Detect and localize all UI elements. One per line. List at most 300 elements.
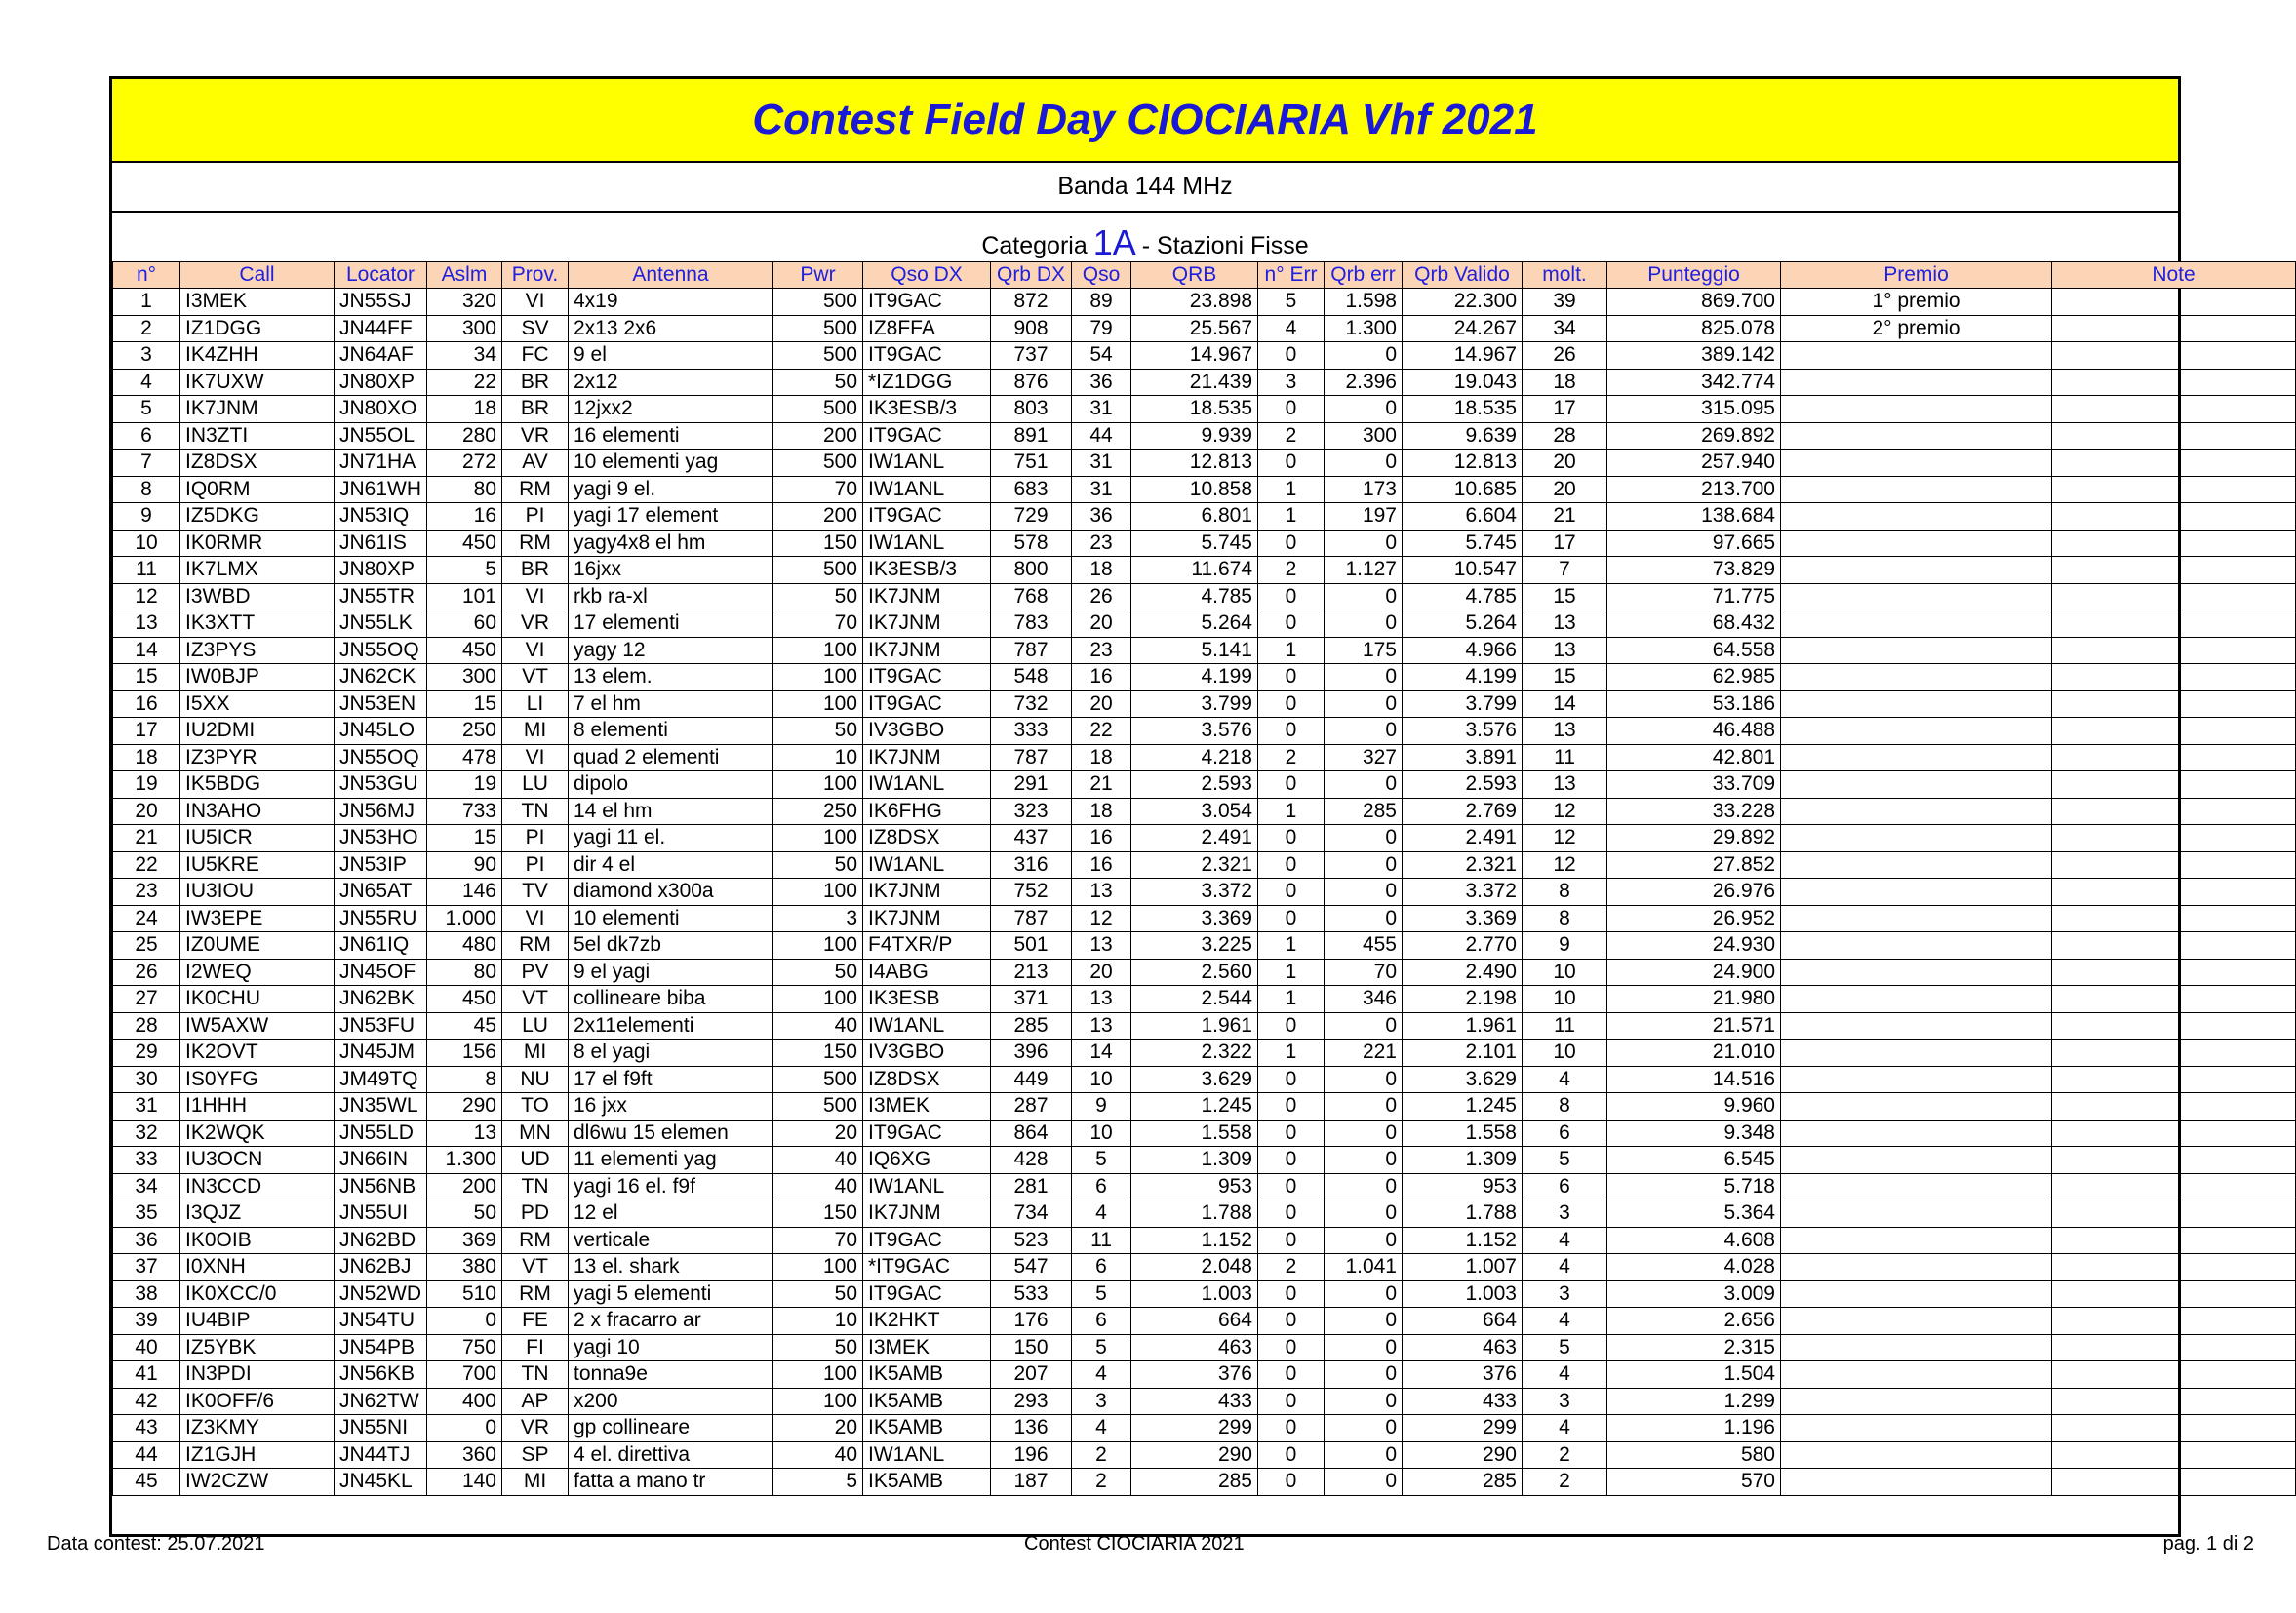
table-row <box>113 1280 2296 1308</box>
cell-qrb: 2.491 <box>1131 825 1258 852</box>
cell-power: 50 <box>773 959 863 986</box>
cell-rank: 28 <box>113 1012 180 1040</box>
cell-qso: 13 <box>1072 986 1131 1013</box>
cell-multiplier: 6 <box>1523 1120 1607 1147</box>
cell-qrb-valid: 2.770 <box>1403 932 1523 960</box>
cell-qrb-dx: 285 <box>991 1012 1072 1040</box>
table-row <box>113 450 2296 477</box>
cell-qrb-valid: 3.629 <box>1403 1066 1523 1093</box>
cell-call: IZ3PYS <box>180 637 335 664</box>
cell-score: 73.829 <box>1607 557 1781 584</box>
cell-qrb: 290 <box>1131 1441 1258 1469</box>
cell-power: 5 <box>773 1469 863 1496</box>
cell-qso: 79 <box>1072 315 1131 342</box>
cell-province: LU <box>502 771 569 799</box>
cell-prize <box>1781 583 2052 610</box>
table-row <box>113 718 2296 745</box>
cell-qrb-err: 0 <box>1325 1200 1403 1228</box>
cell-qrb-err: 0 <box>1325 1147 1403 1174</box>
cell-qso-dx: IK3ESB <box>863 986 991 1013</box>
cell-qrb-valid: 22.300 <box>1403 289 1523 316</box>
cell-qrb: 3.629 <box>1131 1066 1258 1093</box>
cell-aslm: 90 <box>427 851 502 879</box>
cell-province: RM <box>502 1280 569 1308</box>
cell-qso: 16 <box>1072 851 1131 879</box>
cell-qrb: 1.245 <box>1131 1093 1258 1121</box>
cell-score: 9.960 <box>1607 1093 1781 1121</box>
cell-qrb: 1.788 <box>1131 1200 1258 1228</box>
cell-err-count: 0 <box>1258 690 1325 718</box>
cell-qrb-valid: 463 <box>1403 1334 1523 1361</box>
cell-score: 26.976 <box>1607 879 1781 906</box>
cell-note <box>2052 1173 2296 1200</box>
cell-note <box>2052 1254 2296 1281</box>
cell-qrb-err: 0 <box>1325 718 1403 745</box>
cell-qrb-dx: 136 <box>991 1415 1072 1442</box>
cell-note <box>2052 1469 2296 1496</box>
cell-aslm: 8 <box>427 1066 502 1093</box>
cell-power: 70 <box>773 1227 863 1254</box>
cell-err-count: 0 <box>1258 1066 1325 1093</box>
cell-prize <box>1781 557 2052 584</box>
table-row <box>113 1254 2296 1281</box>
cell-province: RM <box>502 476 569 503</box>
cell-locator: JN45JM <box>335 1040 427 1067</box>
column-header-qrb-valid: Qrb Valido <box>1403 262 1523 289</box>
cell-qrb-valid: 1.558 <box>1403 1120 1523 1147</box>
cell-score: 3.009 <box>1607 1280 1781 1308</box>
cell-note <box>2052 1441 2296 1469</box>
cell-qrb-err: 1.041 <box>1325 1254 1403 1281</box>
cell-qrb-valid: 2.769 <box>1403 798 1523 825</box>
cell-qso-dx: IT9GAC <box>863 1280 991 1308</box>
table-row <box>113 690 2296 718</box>
cell-qso-dx: IV3GBO <box>863 1040 991 1067</box>
cell-antenna: 4x19 <box>569 289 773 316</box>
cell-province: TV <box>502 879 569 906</box>
cell-province: FC <box>502 342 569 370</box>
cell-rank: 37 <box>113 1254 180 1281</box>
cell-score: 257.940 <box>1607 450 1781 477</box>
cell-call: IN3PDI <box>180 1361 335 1389</box>
cell-qrb-err: 0 <box>1325 905 1403 932</box>
cell-prize <box>1781 1361 2052 1389</box>
cell-score: 29.892 <box>1607 825 1781 852</box>
cell-qso-dx: I3MEK <box>863 1093 991 1121</box>
cell-call: IZ8DSX <box>180 450 335 477</box>
cell-province: RM <box>502 530 569 557</box>
cell-rank: 15 <box>113 664 180 691</box>
cell-err-count: 2 <box>1258 422 1325 450</box>
cell-call: I3QJZ <box>180 1200 335 1228</box>
cell-province: VT <box>502 986 569 1013</box>
cell-antenna: verticale <box>569 1227 773 1254</box>
cell-qso-dx: IT9GAC <box>863 690 991 718</box>
column-header-qso: Qso <box>1072 262 1131 289</box>
cell-multiplier: 28 <box>1523 422 1607 450</box>
cell-rank: 12 <box>113 583 180 610</box>
table-body <box>113 289 2296 1496</box>
cell-rank: 38 <box>113 1280 180 1308</box>
cell-qrb-dx: 281 <box>991 1173 1072 1200</box>
cell-antenna: 4 el. direttiva <box>569 1441 773 1469</box>
cell-qrb-dx: 547 <box>991 1254 1072 1281</box>
cell-call: IK7UXW <box>180 369 335 396</box>
cell-qrb-err: 300 <box>1325 422 1403 450</box>
cell-qrb-valid: 3.369 <box>1403 905 1523 932</box>
cell-qso: 54 <box>1072 342 1131 370</box>
cell-power: 500 <box>773 289 863 316</box>
cell-multiplier: 34 <box>1523 315 1607 342</box>
cell-qso: 23 <box>1072 530 1131 557</box>
cell-province: LI <box>502 690 569 718</box>
cell-qrb-err: 1.300 <box>1325 315 1403 342</box>
cell-err-count: 0 <box>1258 851 1325 879</box>
cell-rank: 20 <box>113 798 180 825</box>
cell-locator: JN55RU <box>335 905 427 932</box>
cell-qso: 14 <box>1072 1040 1131 1067</box>
cell-prize <box>1781 1200 2052 1228</box>
cell-qrb-err: 0 <box>1325 1093 1403 1121</box>
cell-power: 50 <box>773 1334 863 1361</box>
cell-antenna: 10 elementi <box>569 905 773 932</box>
cell-rank: 1 <box>113 289 180 316</box>
cell-note <box>2052 1334 2296 1361</box>
cell-prize <box>1781 1415 2052 1442</box>
cell-rank: 27 <box>113 986 180 1013</box>
cell-score: 24.930 <box>1607 932 1781 960</box>
cell-qrb-valid: 1.245 <box>1403 1093 1523 1121</box>
cell-qrb-dx: 449 <box>991 1066 1072 1093</box>
cell-qrb: 4.218 <box>1131 744 1258 771</box>
cell-rank: 6 <box>113 422 180 450</box>
cell-qrb-valid: 1.007 <box>1403 1254 1523 1281</box>
cell-prize <box>1781 422 2052 450</box>
page-title: Contest Field Day CIOCIARIA Vhf 2021 <box>112 79 2178 163</box>
cell-power: 70 <box>773 476 863 503</box>
cell-err-count: 0 <box>1258 1361 1325 1389</box>
cell-qrb-dx: 207 <box>991 1361 1072 1389</box>
cell-call: IZ3KMY <box>180 1415 335 1442</box>
cell-note <box>2052 342 2296 370</box>
cell-err-count: 0 <box>1258 1227 1325 1254</box>
cell-score: 869.700 <box>1607 289 1781 316</box>
cell-antenna: 2x13 2x6 <box>569 315 773 342</box>
cell-prize <box>1781 396 2052 423</box>
cell-note <box>2052 369 2296 396</box>
cell-antenna: 12jxx2 <box>569 396 773 423</box>
cell-multiplier: 12 <box>1523 851 1607 879</box>
table-row <box>113 583 2296 610</box>
table-row <box>113 1227 2296 1254</box>
cell-power: 500 <box>773 315 863 342</box>
cell-qso-dx: IK3ESB/3 <box>863 396 991 423</box>
cell-qrb-err: 0 <box>1325 530 1403 557</box>
cell-note <box>2052 476 2296 503</box>
cell-rank: 7 <box>113 450 180 477</box>
cell-aslm: 50 <box>427 1200 502 1228</box>
cell-aslm: 510 <box>427 1280 502 1308</box>
cell-rank: 18 <box>113 744 180 771</box>
cell-aslm: 1.300 <box>427 1147 502 1174</box>
cell-rank: 13 <box>113 610 180 638</box>
cell-province: AP <box>502 1388 569 1415</box>
cell-aslm: 15 <box>427 690 502 718</box>
table-row <box>113 315 2296 342</box>
cell-qrb-err: 0 <box>1325 1227 1403 1254</box>
cell-aslm: 478 <box>427 744 502 771</box>
cell-province: VI <box>502 905 569 932</box>
cell-locator: JN53EN <box>335 690 427 718</box>
cell-qrb-err: 0 <box>1325 610 1403 638</box>
cell-locator: JN71HA <box>335 450 427 477</box>
cell-locator: JN44FF <box>335 315 427 342</box>
cell-qrb-valid: 12.813 <box>1403 450 1523 477</box>
cell-antenna: 5el dk7zb <box>569 932 773 960</box>
cell-qrb-valid: 285 <box>1403 1469 1523 1496</box>
table-row <box>113 610 2296 638</box>
table-row <box>113 1040 2296 1067</box>
table-row <box>113 530 2296 557</box>
cell-power: 100 <box>773 664 863 691</box>
cell-qrb: 285 <box>1131 1469 1258 1496</box>
cell-multiplier: 13 <box>1523 771 1607 799</box>
cell-multiplier: 21 <box>1523 503 1607 531</box>
cell-antenna: 9 el <box>569 342 773 370</box>
cell-multiplier: 13 <box>1523 610 1607 638</box>
cell-qso-dx: IW1ANL <box>863 851 991 879</box>
cell-prize <box>1781 664 2052 691</box>
cell-qrb-valid: 2.491 <box>1403 825 1523 852</box>
cell-rank: 29 <box>113 1040 180 1067</box>
cell-qrb-err: 0 <box>1325 690 1403 718</box>
table-row <box>113 879 2296 906</box>
cell-qso: 44 <box>1072 422 1131 450</box>
cell-locator: JN55LK <box>335 610 427 638</box>
cell-qrb-dx: 287 <box>991 1093 1072 1121</box>
table-row <box>113 1441 2296 1469</box>
cell-qrb: 3.576 <box>1131 718 1258 745</box>
cell-multiplier: 10 <box>1523 1040 1607 1067</box>
cell-qrb: 2.048 <box>1131 1254 1258 1281</box>
cell-multiplier: 4 <box>1523 1066 1607 1093</box>
category-label <box>112 213 2178 261</box>
table-row <box>113 1120 2296 1147</box>
cell-qrb-valid: 18.535 <box>1403 396 1523 423</box>
cell-power: 500 <box>773 1066 863 1093</box>
cell-call: IK0OFF/6 <box>180 1388 335 1415</box>
cell-province: VT <box>502 664 569 691</box>
cell-prize <box>1781 1012 2052 1040</box>
cell-note <box>2052 1200 2296 1228</box>
table-row <box>113 1388 2296 1415</box>
cell-qrb-dx: 768 <box>991 583 1072 610</box>
cell-call: IZ5YBK <box>180 1334 335 1361</box>
cell-qso: 5 <box>1072 1147 1131 1174</box>
cell-qrb-dx: 437 <box>991 825 1072 852</box>
cell-qso-dx: IT9GAC <box>863 1227 991 1254</box>
cell-qrb-dx: 196 <box>991 1441 1072 1469</box>
cell-prize <box>1781 905 2052 932</box>
cell-rank: 35 <box>113 1200 180 1228</box>
column-header-power: Pwr <box>773 262 863 289</box>
cell-qso: 13 <box>1072 1012 1131 1040</box>
cell-prize <box>1781 530 2052 557</box>
cell-prize <box>1781 1254 2052 1281</box>
cell-province: NU <box>502 1066 569 1093</box>
cell-qrb: 1.003 <box>1131 1280 1258 1308</box>
cell-qso-dx: IK7JNM <box>863 905 991 932</box>
cell-err-count: 0 <box>1258 825 1325 852</box>
cell-score: 1.299 <box>1607 1388 1781 1415</box>
cell-call: IZ5DKG <box>180 503 335 531</box>
cell-aslm: 200 <box>427 1173 502 1200</box>
table-row <box>113 476 2296 503</box>
cell-power: 50 <box>773 851 863 879</box>
cell-qrb-valid: 24.267 <box>1403 315 1523 342</box>
cell-err-count: 0 <box>1258 1147 1325 1174</box>
cell-qrb: 1.558 <box>1131 1120 1258 1147</box>
cell-antenna: 10 elementi yag <box>569 450 773 477</box>
cell-call: I2WEQ <box>180 959 335 986</box>
cell-score: 97.665 <box>1607 530 1781 557</box>
cell-qrb: 664 <box>1131 1308 1258 1335</box>
cell-province: RM <box>502 1227 569 1254</box>
cell-qso-dx: IW1ANL <box>863 450 991 477</box>
cell-err-count: 0 <box>1258 771 1325 799</box>
footer-contest-date: Data contest: 25.07.2021 <box>47 1533 265 1554</box>
category-prefix: Categoria <box>981 232 1088 259</box>
cell-qrb: 2.593 <box>1131 771 1258 799</box>
cell-qso-dx: *IT9GAC <box>863 1254 991 1281</box>
cell-note <box>2052 690 2296 718</box>
column-header-err-count: n° Err <box>1258 262 1325 289</box>
cell-qrb: 23.898 <box>1131 289 1258 316</box>
cell-aslm: 380 <box>427 1254 502 1281</box>
cell-antenna: x200 <box>569 1388 773 1415</box>
cell-qrb-dx: 872 <box>991 289 1072 316</box>
cell-aslm: 60 <box>427 610 502 638</box>
cell-aslm: 0 <box>427 1308 502 1335</box>
cell-qrb-valid: 6.604 <box>1403 503 1523 531</box>
cell-score: 14.516 <box>1607 1066 1781 1093</box>
cell-note <box>2052 986 2296 1013</box>
cell-province: VI <box>502 637 569 664</box>
cell-err-count: 1 <box>1258 637 1325 664</box>
cell-antenna: yagi 5 elementi <box>569 1280 773 1308</box>
cell-power: 150 <box>773 1200 863 1228</box>
cell-province: TO <box>502 1093 569 1121</box>
cell-power: 100 <box>773 637 863 664</box>
cell-multiplier: 5 <box>1523 1334 1607 1361</box>
cell-qrb-valid: 3.891 <box>1403 744 1523 771</box>
cell-rank: 44 <box>113 1441 180 1469</box>
cell-antenna: 16jxx <box>569 557 773 584</box>
cell-qrb-dx: 729 <box>991 503 1072 531</box>
cell-qrb: 433 <box>1131 1388 1258 1415</box>
cell-call: IW0BJP <box>180 664 335 691</box>
cell-score: 21.980 <box>1607 986 1781 1013</box>
cell-aslm: 140 <box>427 1469 502 1496</box>
cell-note <box>2052 798 2296 825</box>
cell-call: I3WBD <box>180 583 335 610</box>
cell-rank: 17 <box>113 718 180 745</box>
cell-qso: 11 <box>1072 1227 1131 1254</box>
cell-qrb-valid: 2.593 <box>1403 771 1523 799</box>
cell-rank: 43 <box>113 1415 180 1442</box>
cell-multiplier: 39 <box>1523 289 1607 316</box>
cell-multiplier: 11 <box>1523 1012 1607 1040</box>
cell-score: 342.774 <box>1607 369 1781 396</box>
table-row <box>113 905 2296 932</box>
cell-prize <box>1781 1441 2052 1469</box>
cell-qso: 31 <box>1072 396 1131 423</box>
cell-province: PV <box>502 959 569 986</box>
cell-qrb: 21.439 <box>1131 369 1258 396</box>
cell-err-count: 0 <box>1258 1388 1325 1415</box>
cell-qso: 20 <box>1072 610 1131 638</box>
cell-qrb-valid: 1.003 <box>1403 1280 1523 1308</box>
cell-province: BR <box>502 557 569 584</box>
cell-qrb-err: 1.127 <box>1325 557 1403 584</box>
cell-prize <box>1781 718 2052 745</box>
table-row <box>113 1308 2296 1335</box>
table-row <box>113 1093 2296 1121</box>
cell-qso: 6 <box>1072 1173 1131 1200</box>
cell-score: 1.504 <box>1607 1361 1781 1389</box>
cell-err-count: 2 <box>1258 744 1325 771</box>
cell-locator: JN64AF <box>335 342 427 370</box>
cell-qrb-err: 70 <box>1325 959 1403 986</box>
table-row <box>113 422 2296 450</box>
cell-qrb-valid: 1.788 <box>1403 1200 1523 1228</box>
cell-rank: 9 <box>113 503 180 531</box>
cell-qrb-err: 346 <box>1325 986 1403 1013</box>
cell-province: BR <box>502 369 569 396</box>
cell-power: 10 <box>773 744 863 771</box>
cell-call: IN3AHO <box>180 798 335 825</box>
cell-qso-dx: IW1ANL <box>863 530 991 557</box>
cell-antenna: rkb ra-xl <box>569 583 773 610</box>
cell-qrb-err: 0 <box>1325 664 1403 691</box>
cell-aslm: 450 <box>427 637 502 664</box>
cell-score: 4.028 <box>1607 1254 1781 1281</box>
cell-antenna: yagy 12 <box>569 637 773 664</box>
cell-rank: 8 <box>113 476 180 503</box>
cell-qso-dx: IK7JNM <box>863 744 991 771</box>
table-row <box>113 342 2296 370</box>
cell-locator: JN54TU <box>335 1308 427 1335</box>
cell-qso-dx: IK5AMB <box>863 1469 991 1496</box>
cell-qso: 36 <box>1072 503 1131 531</box>
cell-multiplier: 13 <box>1523 718 1607 745</box>
cell-aslm: 300 <box>427 664 502 691</box>
cell-call: IZ3PYR <box>180 744 335 771</box>
table-row <box>113 557 2296 584</box>
cell-locator: JN45LO <box>335 718 427 745</box>
table-row <box>113 959 2296 986</box>
cell-call: IK2OVT <box>180 1040 335 1067</box>
cell-err-count: 0 <box>1258 342 1325 370</box>
cell-locator: JN55OQ <box>335 744 427 771</box>
cell-locator: JN54PB <box>335 1334 427 1361</box>
cell-qrb-valid: 5.264 <box>1403 610 1523 638</box>
cell-power: 40 <box>773 1441 863 1469</box>
cell-qso-dx: IW1ANL <box>863 1012 991 1040</box>
category-code: 1A <box>1092 222 1136 262</box>
cell-qso: 20 <box>1072 690 1131 718</box>
cell-antenna: 8 elementi <box>569 718 773 745</box>
